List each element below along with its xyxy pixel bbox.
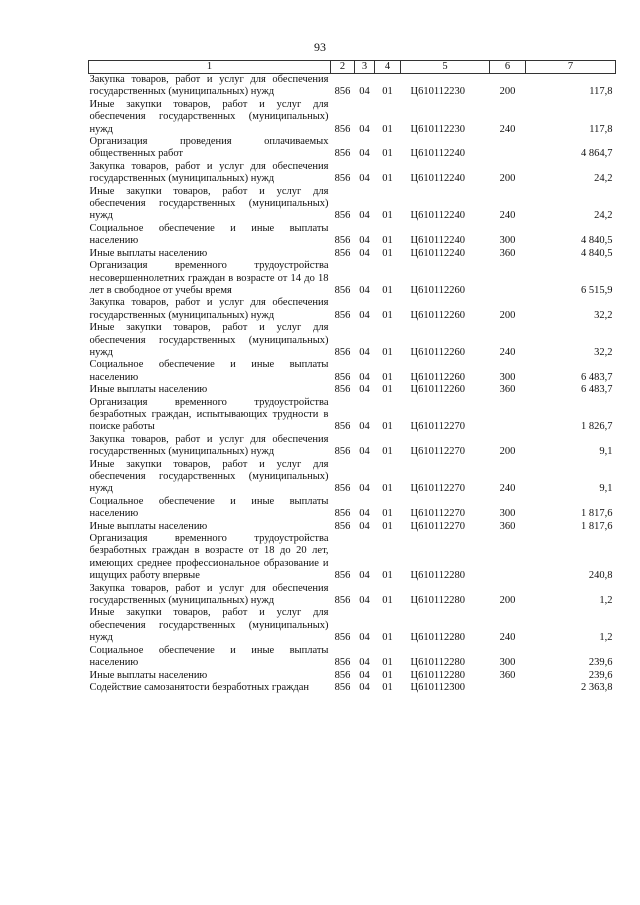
budget-table	[88, 60, 616, 694]
row-expense-type-cell: 240	[499, 346, 516, 358]
row-section-cell: 04	[359, 384, 370, 396]
row-ministry-cell: 856	[334, 681, 351, 693]
row-amount-cell: 6 483,7	[581, 384, 613, 396]
table-row	[89, 136, 616, 161]
row-expense-type-cell: 200	[499, 173, 516, 185]
column-header-section: 3	[355, 61, 375, 74]
row-target-article-cell: Ц610112260	[410, 371, 465, 383]
table-row	[89, 248, 616, 260]
row-amount-cell: 1 826,7	[581, 421, 613, 433]
row-expense-type-cell: 240	[499, 632, 516, 644]
row-subsection-cell: 01	[382, 346, 393, 358]
column-header-subsection: 4	[375, 61, 401, 74]
row-name-cell: Организация проведения оплачиваемых общественных работ	[89, 136, 329, 160]
row-expense-type-cell: 200	[499, 86, 516, 98]
row-ministry-cell: 856	[334, 632, 351, 644]
row-target-article-cell: Ц610112280	[410, 570, 465, 582]
table-row	[89, 74, 616, 99]
row-name-cell: Содействие самозанятости безработных граждан	[89, 681, 309, 693]
table-row	[89, 297, 616, 322]
table-row	[89, 607, 616, 644]
row-expense-type-cell	[490, 533, 526, 583]
row-section-cell: 04	[359, 446, 370, 458]
row-ministry-cell: 856	[334, 508, 351, 520]
row-subsection-cell: 01	[382, 173, 393, 185]
row-name-cell: Закупка товаров, работ и услуг для обеспечения государственных (муниципальных) нужд	[89, 582, 329, 607]
row-expense-type-cell	[490, 260, 526, 297]
row-ministry-cell: 856	[334, 520, 351, 532]
row-amount-cell: 32,2	[594, 346, 613, 358]
row-expense-type-cell: 300	[499, 508, 516, 520]
row-section-cell: 04	[359, 508, 370, 520]
row-amount-cell: 4 840,5	[581, 247, 613, 259]
table-header-row	[89, 61, 616, 74]
row-section-cell: 04	[359, 570, 370, 582]
table-row	[89, 384, 616, 396]
row-amount-cell: 1 817,6	[581, 508, 613, 520]
row-expense-type-cell: 200	[499, 309, 516, 321]
row-amount-cell: 32,2	[594, 309, 613, 321]
row-expense-type-cell: 240	[499, 210, 516, 222]
row-ministry-cell: 856	[334, 247, 351, 259]
column-header-amount: 7	[526, 61, 616, 74]
row-name-cell: Иные выплаты населению	[89, 669, 208, 681]
row-subsection-cell: 01	[382, 508, 393, 520]
table-row	[89, 533, 616, 583]
row-section-cell: 04	[359, 669, 370, 681]
row-ministry-cell: 856	[334, 123, 351, 135]
row-name-cell: Иные выплаты населению	[89, 247, 208, 259]
row-amount-cell: 1,2	[599, 595, 613, 607]
row-name-cell: Социальное обеспечение и иные выплаты населению	[89, 222, 329, 247]
table-row	[89, 186, 616, 223]
row-target-article-cell: Ц610112260	[410, 309, 465, 321]
row-amount-cell: 239,6	[588, 657, 613, 669]
row-expense-type-cell	[490, 397, 526, 434]
row-amount-cell: 239,6	[588, 669, 613, 681]
table-row	[89, 260, 616, 297]
column-header-name: 1	[89, 61, 331, 74]
row-expense-type-cell: 240	[499, 123, 516, 135]
row-target-article-cell: Ц610112280	[410, 669, 465, 681]
row-subsection-cell: 01	[382, 148, 393, 160]
row-ministry-cell: 856	[334, 346, 351, 358]
row-target-article-cell: Ц610112270	[410, 483, 465, 495]
table-row	[89, 682, 616, 694]
row-ministry-cell: 856	[334, 235, 351, 247]
row-section-cell: 04	[359, 595, 370, 607]
row-target-article-cell: Ц610112240	[410, 210, 465, 222]
row-subsection-cell: 01	[382, 86, 393, 98]
row-amount-cell: 24,2	[594, 173, 613, 185]
table-row	[89, 459, 616, 496]
row-name-cell: Закупка товаров, работ и услуг для обеспечения государственных (муниципальных) нужд	[89, 74, 329, 98]
row-ministry-cell: 856	[334, 421, 351, 433]
row-ministry-cell: 856	[334, 657, 351, 669]
table-row	[89, 645, 616, 670]
row-expense-type-cell: 300	[499, 235, 516, 247]
table-row	[89, 359, 616, 384]
row-target-article-cell: Ц610112260	[410, 384, 465, 396]
row-subsection-cell: 01	[382, 669, 393, 681]
column-header-expense-type: 6	[490, 61, 526, 74]
row-subsection-cell: 01	[382, 309, 393, 321]
row-ministry-cell: 856	[334, 595, 351, 607]
row-section-cell: 04	[359, 148, 370, 160]
row-amount-cell: 6 483,7	[581, 371, 613, 383]
row-name-cell: Социальное обеспечение и иные выплаты населению	[89, 644, 329, 669]
row-target-article-cell: Ц610112300	[410, 681, 465, 693]
row-target-article-cell: Ц610112270	[410, 508, 465, 520]
row-target-article-cell: Ц610112240	[410, 148, 465, 160]
row-amount-cell: 6 515,9	[581, 284, 613, 296]
row-section-cell: 04	[359, 173, 370, 185]
table-row	[89, 670, 616, 682]
row-name-cell: Иные закупки товаров, работ и услуг для обеспечения государственных (муниципальных) нужд	[89, 322, 329, 358]
row-ministry-cell: 856	[334, 483, 351, 495]
row-expense-type-cell	[490, 682, 526, 694]
row-target-article-cell: Ц610112240	[410, 235, 465, 247]
row-amount-cell: 1,2	[599, 632, 613, 644]
row-name-cell: Иные закупки товаров, работ и услуг для обеспечения государственных (муниципальных) нужд	[89, 185, 329, 222]
row-section-cell: 04	[359, 681, 370, 693]
row-subsection-cell: 01	[382, 681, 393, 693]
row-name-cell: Организация временного трудоустройства несовершеннолетних граждан в возрасте от 14 до 18 лет в свободное от учебы время	[89, 260, 329, 296]
row-section-cell: 04	[359, 483, 370, 495]
row-target-article-cell: Ц610112280	[410, 657, 465, 669]
row-ministry-cell: 856	[334, 446, 351, 458]
row-ministry-cell: 856	[334, 371, 351, 383]
row-subsection-cell: 01	[382, 421, 393, 433]
row-name-cell: Иные закупки товаров, работ и услуг для обеспечения государственных (муниципальных) нужд	[89, 98, 329, 135]
table-row	[89, 397, 616, 434]
row-section-cell: 04	[359, 247, 370, 259]
row-target-article-cell: Ц610112280	[410, 632, 465, 644]
row-expense-type-cell: 360	[499, 247, 516, 259]
row-section-cell: 04	[359, 235, 370, 247]
row-section-cell: 04	[359, 421, 370, 433]
row-target-article-cell: Ц610112260	[410, 346, 465, 358]
row-subsection-cell: 01	[382, 123, 393, 135]
row-subsection-cell: 01	[382, 284, 393, 296]
row-amount-cell: 117,8	[589, 123, 613, 135]
row-section-cell: 04	[359, 86, 370, 98]
row-amount-cell: 240,8	[588, 570, 613, 582]
column-header-ministry: 2	[331, 61, 355, 74]
row-subsection-cell: 01	[382, 632, 393, 644]
row-subsection-cell: 01	[382, 520, 393, 532]
row-section-cell: 04	[359, 657, 370, 669]
row-ministry-cell: 856	[334, 669, 351, 681]
row-expense-type-cell: 240	[499, 483, 516, 495]
table-row	[89, 161, 616, 186]
row-section-cell: 04	[359, 632, 370, 644]
row-expense-type-cell: 300	[499, 371, 516, 383]
row-subsection-cell: 01	[382, 570, 393, 582]
row-target-article-cell: Ц610112240	[410, 173, 465, 185]
row-amount-cell: 24,2	[594, 210, 613, 222]
row-amount-cell: 117,8	[589, 86, 613, 98]
row-section-cell: 04	[359, 309, 370, 321]
row-ministry-cell: 856	[334, 86, 351, 98]
row-ministry-cell: 856	[334, 148, 351, 160]
table-row	[89, 434, 616, 459]
row-name-cell: Иные закупки товаров, работ и услуг для обеспечения государственных (муниципальных) нужд	[89, 458, 329, 495]
row-amount-cell: 2 363,8	[581, 681, 613, 693]
row-name-cell: Закупка товаров, работ и услуг для обеспечения государственных (муниципальных) нужд	[89, 433, 329, 458]
row-target-article-cell: Ц610112230	[410, 86, 465, 98]
row-ministry-cell: 856	[334, 309, 351, 321]
row-subsection-cell: 01	[382, 595, 393, 607]
row-section-cell: 04	[359, 371, 370, 383]
row-name-cell: Организация временного трудоустройства безработных граждан в возрасте от 18 до 20 лет, имеющих среднее профессиональное образование и ищущих работу впервые	[89, 533, 329, 582]
page-number: 93	[314, 40, 326, 54]
row-section-cell: 04	[359, 210, 370, 222]
row-amount-cell: 9,1	[599, 446, 613, 458]
row-target-article-cell: Ц610112230	[410, 123, 465, 135]
row-ministry-cell: 856	[334, 210, 351, 222]
row-section-cell: 04	[359, 520, 370, 532]
row-name-cell: Социальное обеспечение и иные выплаты населению	[89, 495, 329, 520]
row-section-cell: 04	[359, 284, 370, 296]
row-ministry-cell: 856	[334, 173, 351, 185]
row-amount-cell: 4 840,5	[581, 235, 613, 247]
table-row	[89, 99, 616, 136]
row-name-cell: Закупка товаров, работ и услуг для обеспечения государственных (муниципальных) нужд	[89, 160, 329, 185]
table-row	[89, 583, 616, 608]
row-subsection-cell: 01	[382, 235, 393, 247]
column-header-target-article: 5	[401, 61, 490, 74]
row-target-article-cell: Ц610112260	[410, 284, 465, 296]
row-subsection-cell: 01	[382, 483, 393, 495]
table-row	[89, 496, 616, 521]
row-name-cell: Иные выплаты населению	[89, 520, 208, 532]
row-expense-type-cell	[490, 136, 526, 161]
row-expense-type-cell: 200	[499, 595, 516, 607]
row-name-cell: Закупка товаров, работ и услуг для обеспечения государственных (муниципальных) нужд	[89, 297, 329, 321]
row-section-cell: 04	[359, 346, 370, 358]
row-amount-cell: 1 817,6	[581, 520, 613, 532]
row-expense-type-cell: 360	[499, 669, 516, 681]
table-row	[89, 521, 616, 533]
row-target-article-cell: Ц610112270	[410, 446, 465, 458]
row-subsection-cell: 01	[382, 446, 393, 458]
row-expense-type-cell: 300	[499, 657, 516, 669]
table-row	[89, 223, 616, 248]
row-name-cell: Социальное обеспечение и иные выплаты населению	[89, 359, 329, 383]
row-target-article-cell: Ц610112240	[410, 247, 465, 259]
row-name-cell: Организация временного трудоустройства безработных граждан, испытывающих трудности в поиске работы	[89, 396, 329, 433]
row-subsection-cell: 01	[382, 657, 393, 669]
row-ministry-cell: 856	[334, 284, 351, 296]
row-subsection-cell: 01	[382, 210, 393, 222]
row-expense-type-cell: 360	[499, 520, 516, 532]
row-target-article-cell: Ц610112280	[410, 595, 465, 607]
row-subsection-cell: 01	[382, 371, 393, 383]
row-ministry-cell: 856	[334, 384, 351, 396]
row-amount-cell: 9,1	[599, 483, 613, 495]
row-name-cell: Иные закупки товаров, работ и услуг для обеспечения государственных (муниципальных) нужд	[89, 607, 329, 644]
row-target-article-cell: Ц610112270	[410, 520, 465, 532]
row-subsection-cell: 01	[382, 384, 393, 396]
row-amount-cell: 4 864,7	[581, 148, 613, 160]
row-subsection-cell: 01	[382, 247, 393, 259]
row-expense-type-cell: 360	[499, 384, 516, 396]
row-name-cell: Иные выплаты населению	[89, 384, 208, 396]
row-ministry-cell: 856	[334, 570, 351, 582]
row-expense-type-cell: 200	[499, 446, 516, 458]
row-target-article-cell: Ц610112270	[410, 421, 465, 433]
row-section-cell: 04	[359, 123, 370, 135]
table-row	[89, 322, 616, 359]
